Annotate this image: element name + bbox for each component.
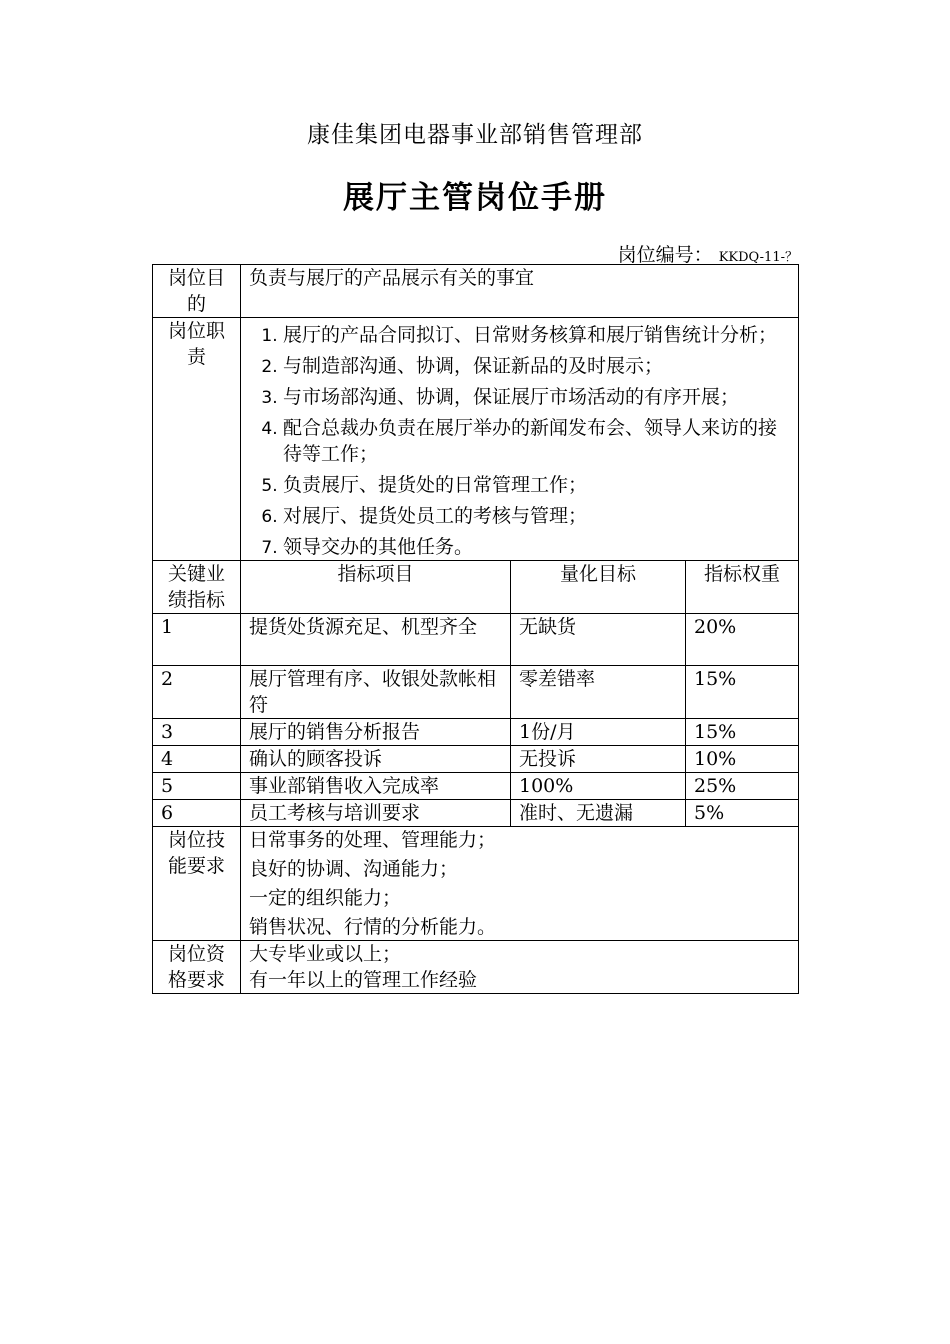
kpi-target: 100% — [511, 773, 686, 800]
skills-cell — [241, 827, 799, 941]
kpi-no: 1 — [153, 614, 241, 666]
kpi-target: 1份/月 — [511, 719, 686, 746]
kpi-item: 展厅的销售分析报告 — [241, 719, 511, 746]
skill-line: 日常事务的处理、管理能力； — [249, 829, 497, 851]
kpi-target: 无缺货 — [511, 614, 686, 666]
qualification-line: 大专毕业或以上； — [249, 943, 402, 965]
document-title: 展厅主管岗位手册 — [343, 180, 607, 216]
kpi-header-row — [153, 561, 799, 614]
kpi-no: 5 — [153, 773, 241, 800]
skill-line: 一定的组织能力； — [249, 887, 402, 909]
kpi-no: 6 — [153, 800, 241, 827]
kpi-row — [153, 773, 799, 800]
kpi-weight: 15% — [686, 666, 799, 719]
kpi-row — [153, 614, 799, 666]
duty-item: 2. 与制造部沟通、协调，保证新品的及时展示； — [283, 353, 790, 379]
kpi-row — [153, 800, 799, 827]
qualification-line: 有一年以上的管理工作经验 — [249, 969, 478, 991]
kpi-weight: 25% — [686, 773, 799, 800]
kpi-header-item: 指标项目 — [241, 561, 511, 614]
duty-item: 4. 配合总裁办负责在展厅举办的新闻发布会、领导人来访的接待等工作； — [283, 415, 790, 467]
kpi-weight: 5% — [686, 800, 799, 827]
kpi-item: 提货处货源充足、机型齐全 — [241, 614, 511, 666]
duties-label: 岗位职责 — [153, 318, 241, 561]
kpi-item: 确认的顾客投诉 — [241, 746, 511, 773]
kpi-item: 展厅管理有序、收银处款帐相符 — [241, 666, 511, 719]
kpi-target: 无投诉 — [511, 746, 686, 773]
kpi-row — [153, 746, 799, 773]
kpi-row — [153, 666, 799, 719]
skill-line: 良好的协调、沟通能力； — [249, 858, 459, 880]
duty-item: 1. 展厅的产品合同拟订、日常财务核算和展厅销售统计分析； — [283, 322, 790, 348]
kpi-no: 2 — [153, 666, 241, 719]
skills-label: 岗位技能要求 — [153, 827, 241, 941]
kpi-header-weight: 指标权重 — [686, 561, 799, 614]
kpi-header-target: 量化目标 — [511, 561, 686, 614]
position-table — [152, 264, 799, 994]
kpi-weight: 15% — [686, 719, 799, 746]
kpi-row — [153, 719, 799, 746]
duty-item: 5. 负责展厅、提货处的日常管理工作； — [283, 472, 790, 498]
purpose-text: 负责与展厅的产品展示有关的事宜 — [241, 265, 799, 318]
duties-row — [153, 318, 799, 561]
kpi-weight: 10% — [686, 746, 799, 773]
kpi-target: 零差错率 — [511, 666, 686, 719]
purpose-row — [153, 265, 799, 318]
qualifications-row — [153, 941, 799, 994]
kpi-no: 4 — [153, 746, 241, 773]
duties-list — [249, 322, 790, 560]
duties-cell — [241, 318, 799, 561]
qualifications-cell — [241, 941, 799, 994]
skill-line: 销售状况、行情的分析能力。 — [249, 916, 497, 938]
organization-name: 康佳集团电器事业部销售管理部 — [307, 122, 643, 148]
duty-item: 3. 与市场部沟通、协调，保证展厅市场活动的有序开展； — [283, 384, 790, 410]
duty-item: 7. 领导交办的其他任务。 — [283, 534, 790, 560]
qualifications-label: 岗位资格要求 — [153, 941, 241, 994]
kpi-no: 3 — [153, 719, 241, 746]
kpi-weight: 20% — [686, 614, 799, 666]
kpi-item: 员工考核与培训要求 — [241, 800, 511, 827]
position-code — [618, 240, 798, 267]
kpi-item: 事业部销售收入完成率 — [241, 773, 511, 800]
kpi-target: 准时、无遗漏 — [511, 800, 686, 827]
duty-item: 6. 对展厅、提货处员工的考核与管理； — [283, 503, 790, 529]
skills-row — [153, 827, 799, 941]
position-code-value: KKDQ-11-？ — [718, 250, 798, 265]
position-code-label: 岗位编号： — [617, 244, 713, 266]
kpi-label: 关键业绩指标 — [153, 561, 241, 614]
purpose-label: 岗位目的 — [153, 265, 241, 318]
